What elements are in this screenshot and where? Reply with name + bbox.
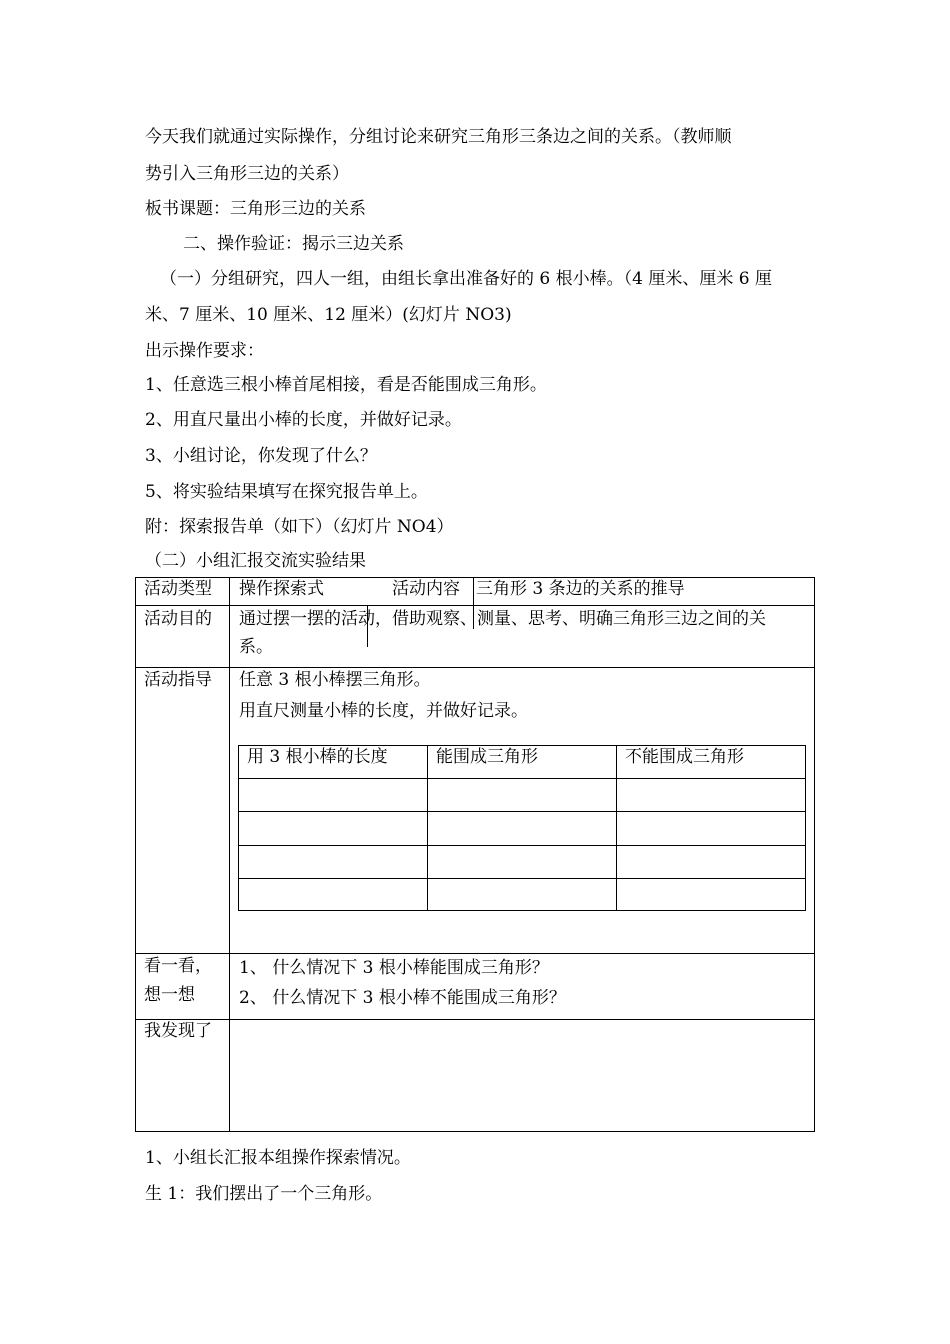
table-divider <box>229 577 230 1132</box>
record-table-divider <box>238 878 806 879</box>
list-item: 5、将实验结果填写在探究报告单上。 <box>145 482 428 502</box>
think-question: 1、 什么情况下 3 根小棒能围成三角形？ <box>239 958 549 978</box>
record-table-divider <box>616 745 617 911</box>
paragraph: 附：探索报告单（如下）（幻灯片 NO4） <box>145 517 454 537</box>
table-divider <box>135 953 815 954</box>
table-divider <box>135 605 815 606</box>
record-table-divider <box>427 745 428 911</box>
record-header-can-form: 能围成三角形 <box>436 747 538 767</box>
paragraph: 板书课题：三角形三边的关系 <box>145 199 366 219</box>
activity-guide-label: 活动指导 <box>144 670 212 690</box>
list-item: 1、任意选三根小棒首尾相接，看是否能围成三角形。 <box>145 375 547 395</box>
activity-goal-text: 通过摆一摆的活动，借助观察、测量、思考、明确三角形三边之间的关 <box>239 609 766 629</box>
table-divider <box>135 667 815 668</box>
activity-content-label: 活动内容 <box>392 579 460 599</box>
activity-goal-label: 活动目的 <box>144 609 212 629</box>
section-heading: 二、操作验证：揭示三边关系 <box>183 234 404 254</box>
record-table-divider <box>238 811 806 812</box>
paragraph: （二）小组汇报交流实验结果 <box>145 551 366 571</box>
activity-guide-text: 用直尺测量小棒的长度，并做好记录。 <box>239 701 528 721</box>
list-item: 3、小组讨论，你发现了什么？ <box>145 446 377 466</box>
activity-content-value: 三角形 3 条边的关系的推导 <box>476 579 685 599</box>
record-header-lengths: 用 3 根小棒的长度 <box>247 747 388 767</box>
record-table-divider <box>238 778 806 779</box>
paragraph: 1、小组长汇报本组操作探索情况。 <box>145 1148 411 1168</box>
record-table-divider <box>238 845 806 846</box>
paragraph: （一）分组研究，四人一组，由组长拿出准备好的 6 根小棒。（4 厘米、厘米 6 厘 <box>160 269 772 289</box>
findings-label: 我发现了 <box>144 1021 212 1041</box>
activity-type-value: 操作探索式 <box>239 579 324 599</box>
record-table <box>238 745 806 911</box>
paragraph: 出示操作要求： <box>145 341 264 361</box>
paragraph: 势引入三角形三边的关系） <box>145 164 349 184</box>
think-question: 2、 什么情况下 3 根小棒不能围成三角形？ <box>239 988 566 1008</box>
think-label: 看一看， <box>144 956 212 976</box>
paragraph: 米、7 厘米、10 厘米、12 厘米）(幻灯片 NO3) <box>145 305 512 325</box>
activity-guide-text: 任意 3 根小棒摆三角形。 <box>239 670 431 690</box>
record-header-cannot-form: 不能围成三角形 <box>625 747 744 767</box>
list-item: 2、用直尺量出小棒的长度，并做好记录。 <box>145 410 462 430</box>
activity-goal-text: 系。 <box>239 637 273 657</box>
table-divider <box>473 577 474 605</box>
activity-type-label: 活动类型 <box>144 579 212 599</box>
paragraph: 生 1：我们摆出了一个三角形。 <box>145 1184 383 1204</box>
paragraph: 今天我们就通过实际操作，分组讨论来研究三角形三条边之间的关系。（教师顺 <box>145 127 732 147</box>
think-label: 想一想 <box>144 985 195 1005</box>
table-divider <box>135 1019 815 1020</box>
